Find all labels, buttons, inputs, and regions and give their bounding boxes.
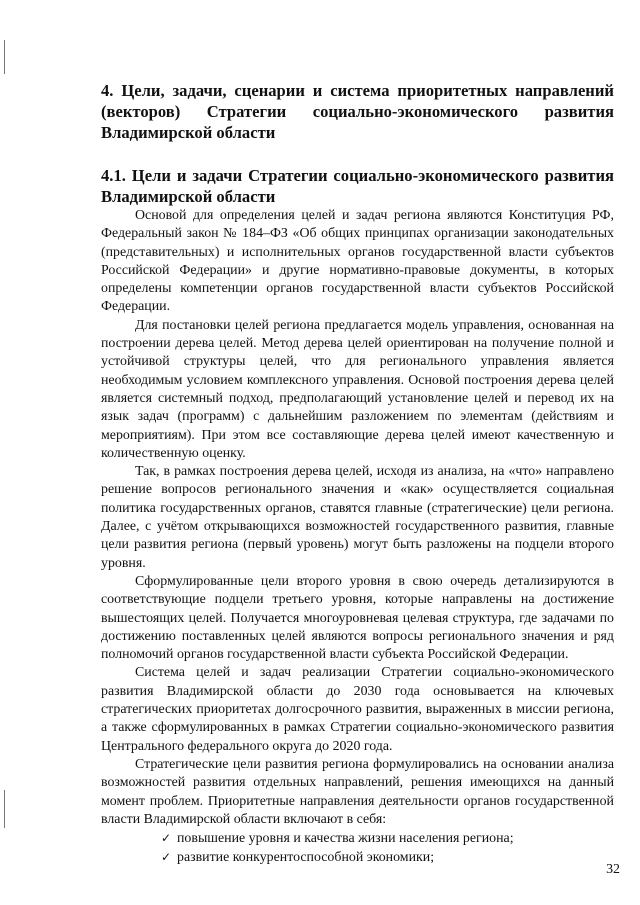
paragraph: Система целей и задач реализации Стратегии социально-экономического развития Владимирской области до 2030 года основывается на ключевых стратегических приоритетах долгосрочного развития, выраженных в миссии региона, а также сформулированных в рамках Стратегии социально-экономического развития Центрального федерального округа до 2020 года. bbox=[101, 665, 614, 754]
scan-edge-mark bbox=[4, 40, 5, 74]
priority-list bbox=[101, 829, 614, 868]
paragraph: Сформулированные цели второго уровня в свою очередь детализируются в соответствующие подцели третьего уровня, которые направлены на достижение вышестоящих целей. Получается многоуровневая целевая структура, где задачами по достижению поставленных целей являются вопросы регионального значения и ряд полномочий органов государственной власти субъекта Российской Федерации. bbox=[101, 573, 614, 663]
page-number: 32 bbox=[606, 862, 620, 877]
paragraph: Так, в рамках построения дерева целей, исходя из анализа, на «что» направлено решение вопросов регионального значения и «как» осуществляется социальная политика государственных органов, ставятся главные (стратегические) цели региона. Далее, с учётом открывающихся возможностей государственного развития, главные цели развития региона (первый уровень) могут быть разложены на подцели второго уровня. bbox=[101, 464, 614, 571]
list-item bbox=[161, 829, 614, 848]
paragraph: Основой для определения целей и задач региона являются Конституция РФ, Федеральный закон № 184–ФЗ «Об общих принципах организации законодательных (представительных) и исполнительных органов государственной власти субъектов Российской Федерации» и другие нормативно-правовые документы, в которых определены компетенции органов государственной власти субъектов Российской Федерации. bbox=[101, 208, 614, 315]
list-item-text: развитие конкурентоспособной экономики; bbox=[177, 850, 435, 866]
section-heading: 4. Цели, задачи, сценарии и система приоритетных направлений (векторов) Стратегии социально-экономического развития Владимирской области bbox=[101, 81, 614, 142]
paragraph: Стратегические цели развития региона формулировались на основании анализа возможностей развития отдельных направлений, решения имеющихся на данный момент проблем. Приоритетные направления деятельности органов государственной власти Владимирской области включают в себя: bbox=[101, 756, 614, 827]
paragraph: Для постановки целей региона предлагается модель управления, основанная на построении дерева целей. Метод дерева целей ориентирован на получение полной и устойчивой структуры целей, что для регионального управления является необходимым условием комплексного управления. Основой построения дерева целей является системный подход, предполагающий установление целей и перевод их на язык задач (программ) с дальнейшим разложением по элементам (действиям и мероприятиям). При этом все составляющие дерева целей имеют качественную и количественную оценку. bbox=[101, 317, 614, 461]
list-item bbox=[161, 848, 614, 867]
checkmark-icon: ✓ bbox=[161, 850, 172, 865]
subsection-heading: 4.1. Цели и задачи Стратегии социально-экономического развития Владимирской области bbox=[101, 166, 614, 206]
list-item-text: повышение уровня и качества жизни населения региона; bbox=[177, 831, 514, 847]
checkmark-icon: ✓ bbox=[161, 831, 172, 846]
document-body bbox=[101, 80, 614, 868]
scan-edge-mark bbox=[4, 790, 5, 828]
